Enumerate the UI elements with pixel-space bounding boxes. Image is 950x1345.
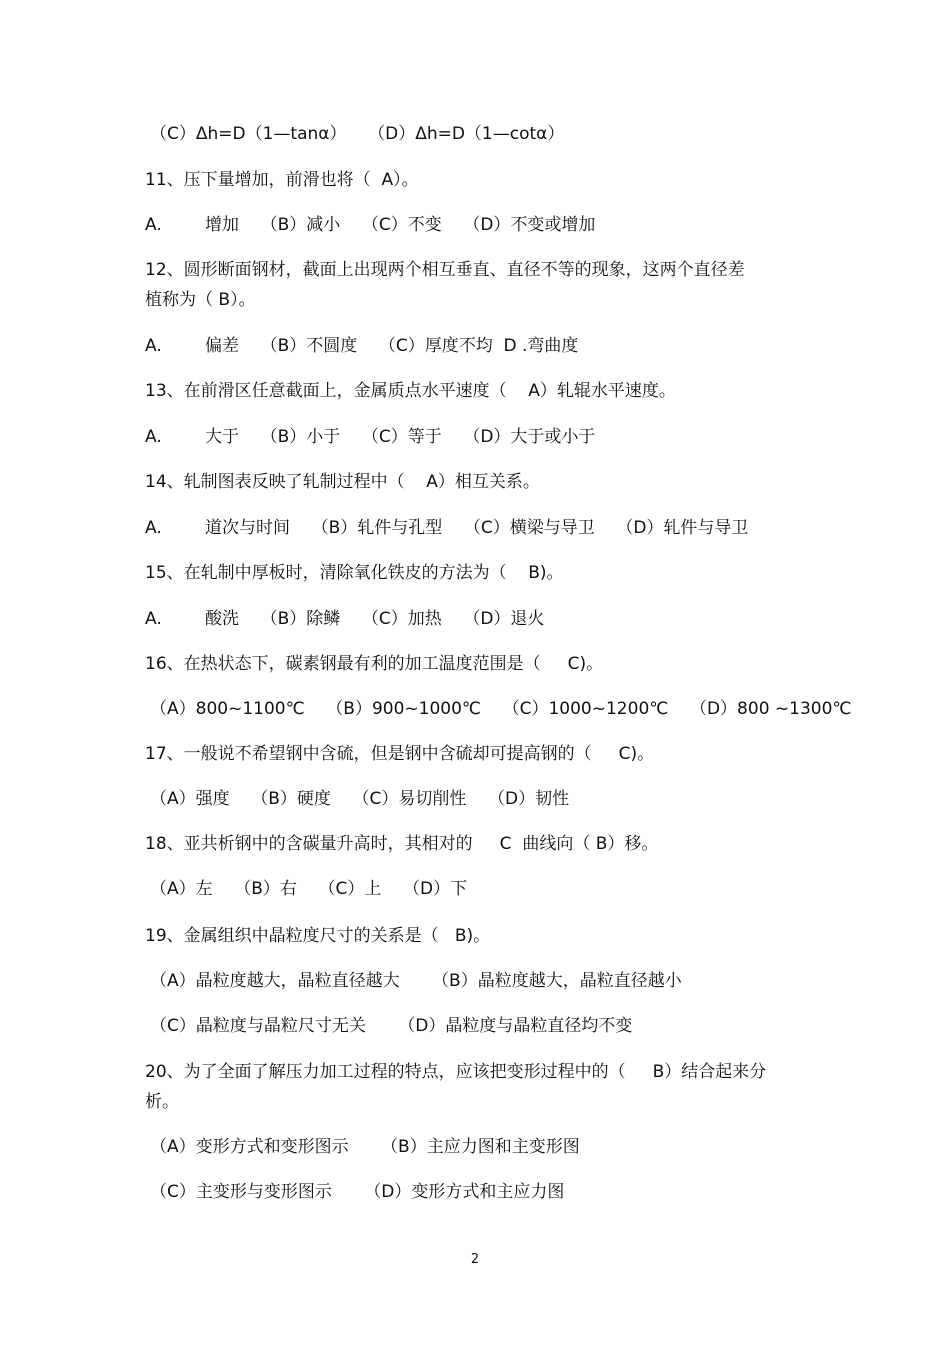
options-q14: A. 道次与时间 （B）轧件与孔型 （C）横梁与导卫 （D）轧件与导卫 (145, 518, 749, 538)
options-q11: A. 增加 （B）减小 （C）不变 （D）不变或增加 (145, 215, 596, 235)
options-q17: （A）强度 （B）硬度 （C）易切削性 （D）韧性 (150, 789, 570, 809)
question-18: 18、亚共析钢中的含碳量升高时，其相对的 C 曲线向（ B）移。 (145, 834, 659, 854)
options-q19-cd: （C）晶粒度与晶粒尺寸无关 （D）晶粒度与晶粒直径均不变 (150, 1016, 633, 1036)
question-11: 11、压下量增加，前滑也将（ A）。 (145, 170, 419, 190)
options-q20-ab: （A）变形方式和变形图示 （B）主应力图和主变形图 (150, 1137, 580, 1157)
question-20-line2: 析。 (145, 1092, 179, 1112)
options-q12: A. 偏差 （B）不圆度 （C）厚度不均 D .弯曲度 (145, 336, 579, 356)
question-20-line1: 20、为了全面了解压力加工过程的特点，应该把变形过程中的（ B）结合起来分 (145, 1062, 767, 1082)
question-12-line2: 植称为（ B）。 (145, 290, 256, 310)
options-q20-cd: （C）主变形与变形图示 （D）变形方式和主应力图 (150, 1182, 565, 1202)
question-12-line1: 12、圆形断面钢材，截面上出现两个相互垂直、直径不等的现象，这两个直径差 (145, 260, 745, 280)
options-q16: （A）800~1100℃ （B）900~1000℃ （C）1000~1200℃ （D）800 ~1300℃ (150, 699, 852, 719)
question-13: 13、在前滑区任意截面上，金属质点水平速度（ A）轧辊水平速度。 (145, 381, 676, 401)
options-q13: A. 大于 （B）小于 （C）等于 （D）大于或小于 (145, 427, 596, 447)
options-q19-ab: （A）晶粒度越大，晶粒直径越大 （B）晶粒度越大，晶粒直径越小 (150, 971, 682, 991)
option-line-q10-cd: （C）Δh=D（1—tanα） （D）Δh=D（1—cotα） (150, 124, 565, 144)
question-17: 17、一般说不希望钢中含硫，但是钢中含硫却可提高钢的（ C)。 (145, 744, 655, 764)
options-q15: A. 酸洗 （B）除鳞 （C）加热 （D）退火 (145, 609, 545, 629)
question-14: 14、轧制图表反映了轧制过程中（ A）相互关系。 (145, 472, 540, 492)
options-q18: （A）左 （B）右 （C）上 （D）下 (150, 879, 468, 899)
question-15: 15、在轧制中厚板时，清除氧化铁皮的方法为（ B)。 (145, 563, 564, 583)
question-16: 16、在热状态下，碳素钢最有利的加工温度范围是（ C)。 (145, 654, 604, 674)
page-number: 2 (470, 1252, 480, 1267)
question-19: 19、金属组织中晶粒度尺寸的关系是（ B)。 (145, 926, 491, 946)
